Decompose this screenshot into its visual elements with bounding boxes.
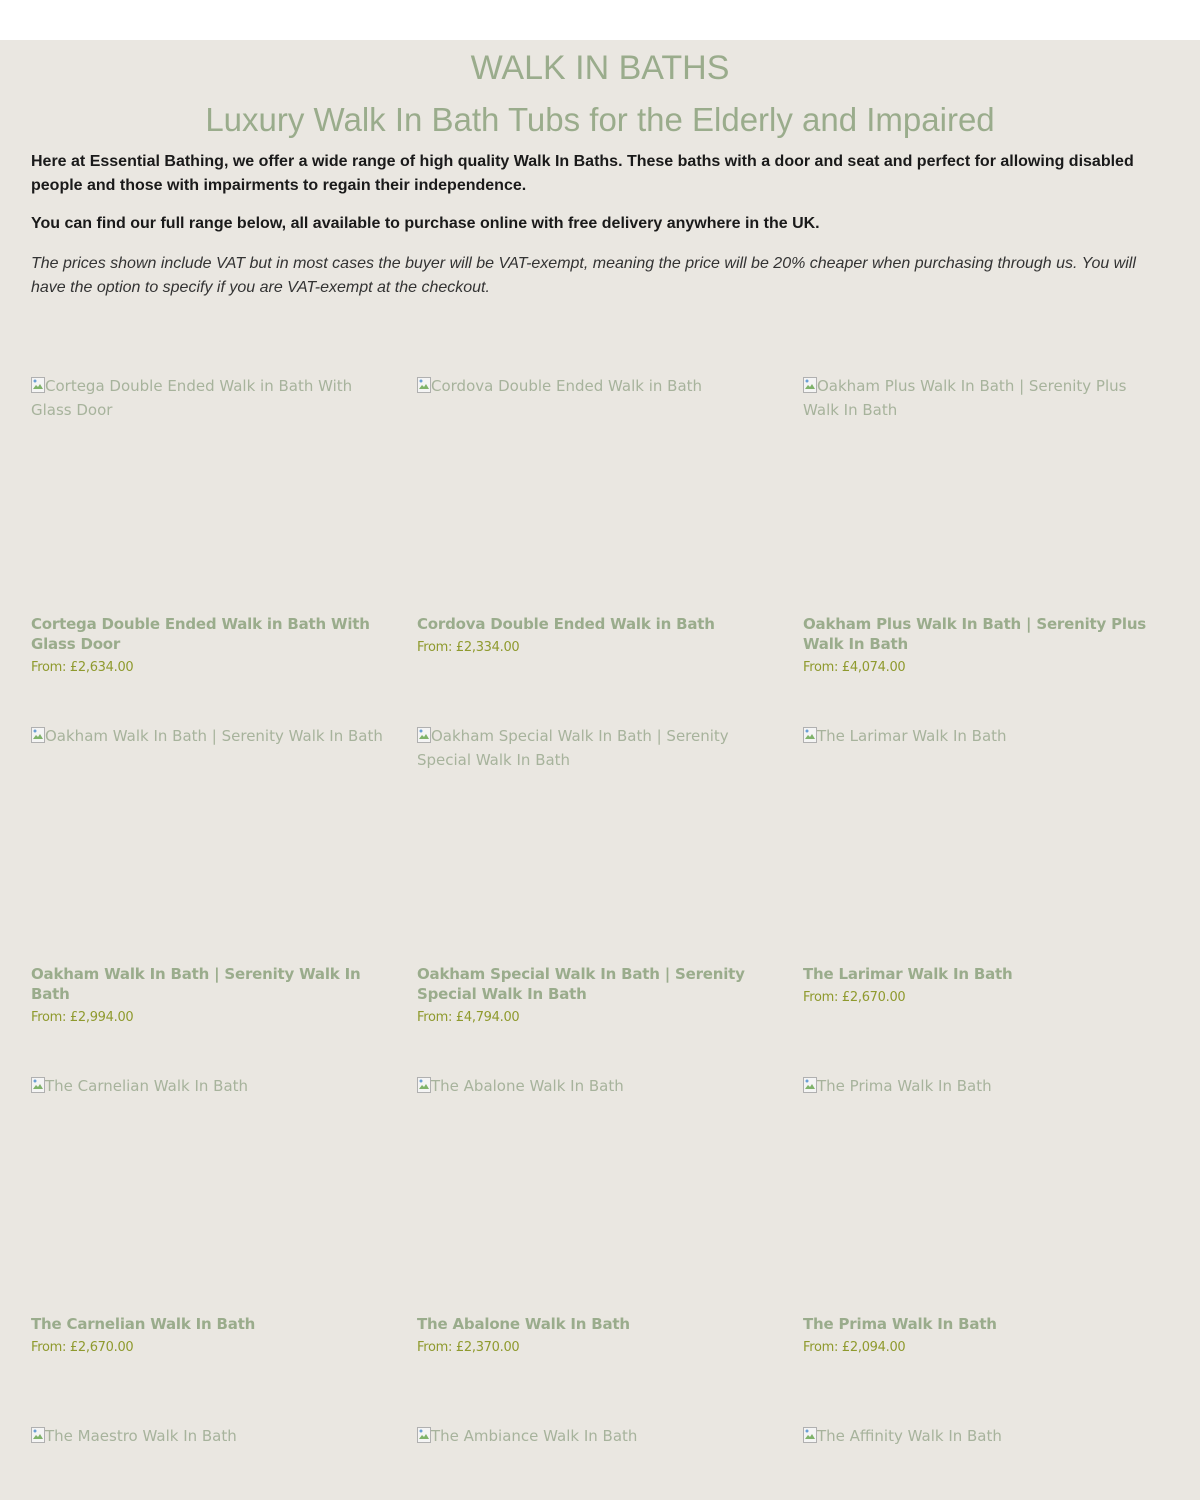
- broken-image-icon: [803, 1427, 817, 1443]
- product-price: From: £2,634.00: [31, 660, 134, 675]
- broken-image-icon: [417, 1077, 431, 1093]
- product-card: [31, 724, 387, 1074]
- broken-image-icon: [803, 377, 817, 393]
- product-title[interactable]: Cortega Double Ended Walk in Bath With Glass Door: [31, 615, 370, 653]
- broken-image-icon: [417, 1427, 431, 1443]
- product-card: [417, 1074, 773, 1424]
- product-image[interactable]: [417, 374, 773, 614]
- product-title[interactable]: Oakham Walk In Bath | Serenity Walk In Bath: [31, 965, 361, 1003]
- broken-image-icon: [803, 1077, 817, 1093]
- product-title[interactable]: The Abalone Walk In Bath: [417, 1315, 630, 1333]
- product-image-alt: The Maestro Walk In Bath: [45, 1427, 237, 1445]
- broken-image-icon: [31, 1427, 45, 1443]
- product-image[interactable]: [31, 1424, 387, 1500]
- broken-image-icon: [803, 727, 817, 743]
- product-card: [803, 724, 1159, 1074]
- product-price: From: £2,670.00: [31, 1340, 134, 1355]
- product-price: From: £4,074.00: [803, 660, 906, 675]
- page-title: WALK IN BATHS: [470, 49, 730, 87]
- product-image[interactable]: [803, 1074, 1159, 1314]
- product-image-alt: Cordova Double Ended Walk in Bath: [431, 377, 703, 395]
- broken-image-icon: [31, 727, 45, 743]
- product-image-alt: The Larimar Walk In Bath: [817, 727, 1007, 745]
- product-price: From: £4,794.00: [417, 1010, 520, 1025]
- broken-image-icon: [417, 377, 431, 393]
- product-title[interactable]: The Carnelian Walk In Bath: [31, 1315, 256, 1333]
- top-bar: [0, 0, 1200, 40]
- product-price: From: £2,334.00: [417, 640, 520, 655]
- intro-paragraph-2: You can find our full range below, all available to purchase online with free delivery anywhere in the UK.: [31, 215, 820, 232]
- product-card: [803, 374, 1159, 724]
- product-image[interactable]: [31, 1074, 387, 1314]
- intro-text: [31, 150, 1169, 300]
- product-image-alt: Oakham Special Walk In Bath | Serenity Special Walk In Bath: [417, 727, 729, 769]
- product-card: [803, 1424, 1159, 1500]
- product-title[interactable]: The Prima Walk In Bath: [803, 1315, 997, 1333]
- product-image-alt: The Carnelian Walk In Bath: [45, 1077, 249, 1095]
- product-card: [31, 1424, 387, 1500]
- product-card: [417, 374, 773, 724]
- product-price: From: £2,670.00: [803, 990, 906, 1005]
- product-image-alt: The Prima Walk In Bath: [817, 1077, 992, 1095]
- product-image[interactable]: [31, 374, 387, 614]
- product-title[interactable]: Oakham Plus Walk In Bath | Serenity Plus Walk In Bath: [803, 615, 1147, 653]
- product-price: From: £2,994.00: [31, 1010, 134, 1025]
- product-card: [31, 374, 387, 724]
- product-image-alt: Oakham Plus Walk In Bath | Serenity Plus Walk In Bath: [803, 377, 1127, 419]
- broken-image-icon: [31, 377, 45, 393]
- product-image-alt: The Ambiance Walk In Bath: [431, 1427, 638, 1445]
- product-image[interactable]: [803, 1424, 1159, 1500]
- broken-image-icon: [417, 727, 431, 743]
- product-image[interactable]: [417, 1424, 773, 1500]
- product-price: From: £2,094.00: [803, 1340, 906, 1355]
- product-image-alt: Cortega Double Ended Walk in Bath With Glass Door: [31, 377, 353, 419]
- product-card: [803, 1074, 1159, 1424]
- broken-image-icon: [31, 1077, 45, 1093]
- product-image[interactable]: [31, 724, 387, 964]
- vat-note: The prices shown include VAT but in most cases the buyer will be VAT-exempt, meaning the price will be 20% cheaper when purchasing through us. You will have the option to specify if you are VAT-exempt at the checkout.: [31, 255, 1136, 296]
- product-image-alt: Oakham Walk In Bath | Serenity Walk In Bath: [45, 727, 383, 745]
- product-image[interactable]: [417, 1074, 773, 1314]
- product-image[interactable]: [803, 724, 1159, 964]
- product-price: From: £2,370.00: [417, 1340, 520, 1355]
- main-content: [0, 40, 1200, 1500]
- intro-paragraph-1: Here at Essential Bathing, we offer a wide range of high quality Walk In Baths. These baths with a door and seat and perfect for allowing disabled people and those with impairments to regain their independence.: [31, 153, 1134, 194]
- product-image[interactable]: [417, 724, 773, 964]
- product-title[interactable]: Cordova Double Ended Walk in Bath: [417, 615, 715, 633]
- product-card: [417, 1424, 773, 1500]
- product-card: [31, 1074, 387, 1424]
- product-title[interactable]: The Larimar Walk In Bath: [803, 965, 1013, 983]
- product-image[interactable]: [803, 374, 1159, 614]
- product-image-alt: The Affinity Walk In Bath: [817, 1427, 1002, 1445]
- page-subtitle: Luxury Walk In Bath Tubs for the Elderly and Impaired: [205, 101, 995, 138]
- product-image-alt: The Abalone Walk In Bath: [431, 1077, 624, 1095]
- product-title[interactable]: Oakham Special Walk In Bath | Serenity Special Walk In Bath: [417, 965, 745, 1003]
- product-grid: [31, 374, 1169, 1500]
- product-card: [417, 724, 773, 1074]
